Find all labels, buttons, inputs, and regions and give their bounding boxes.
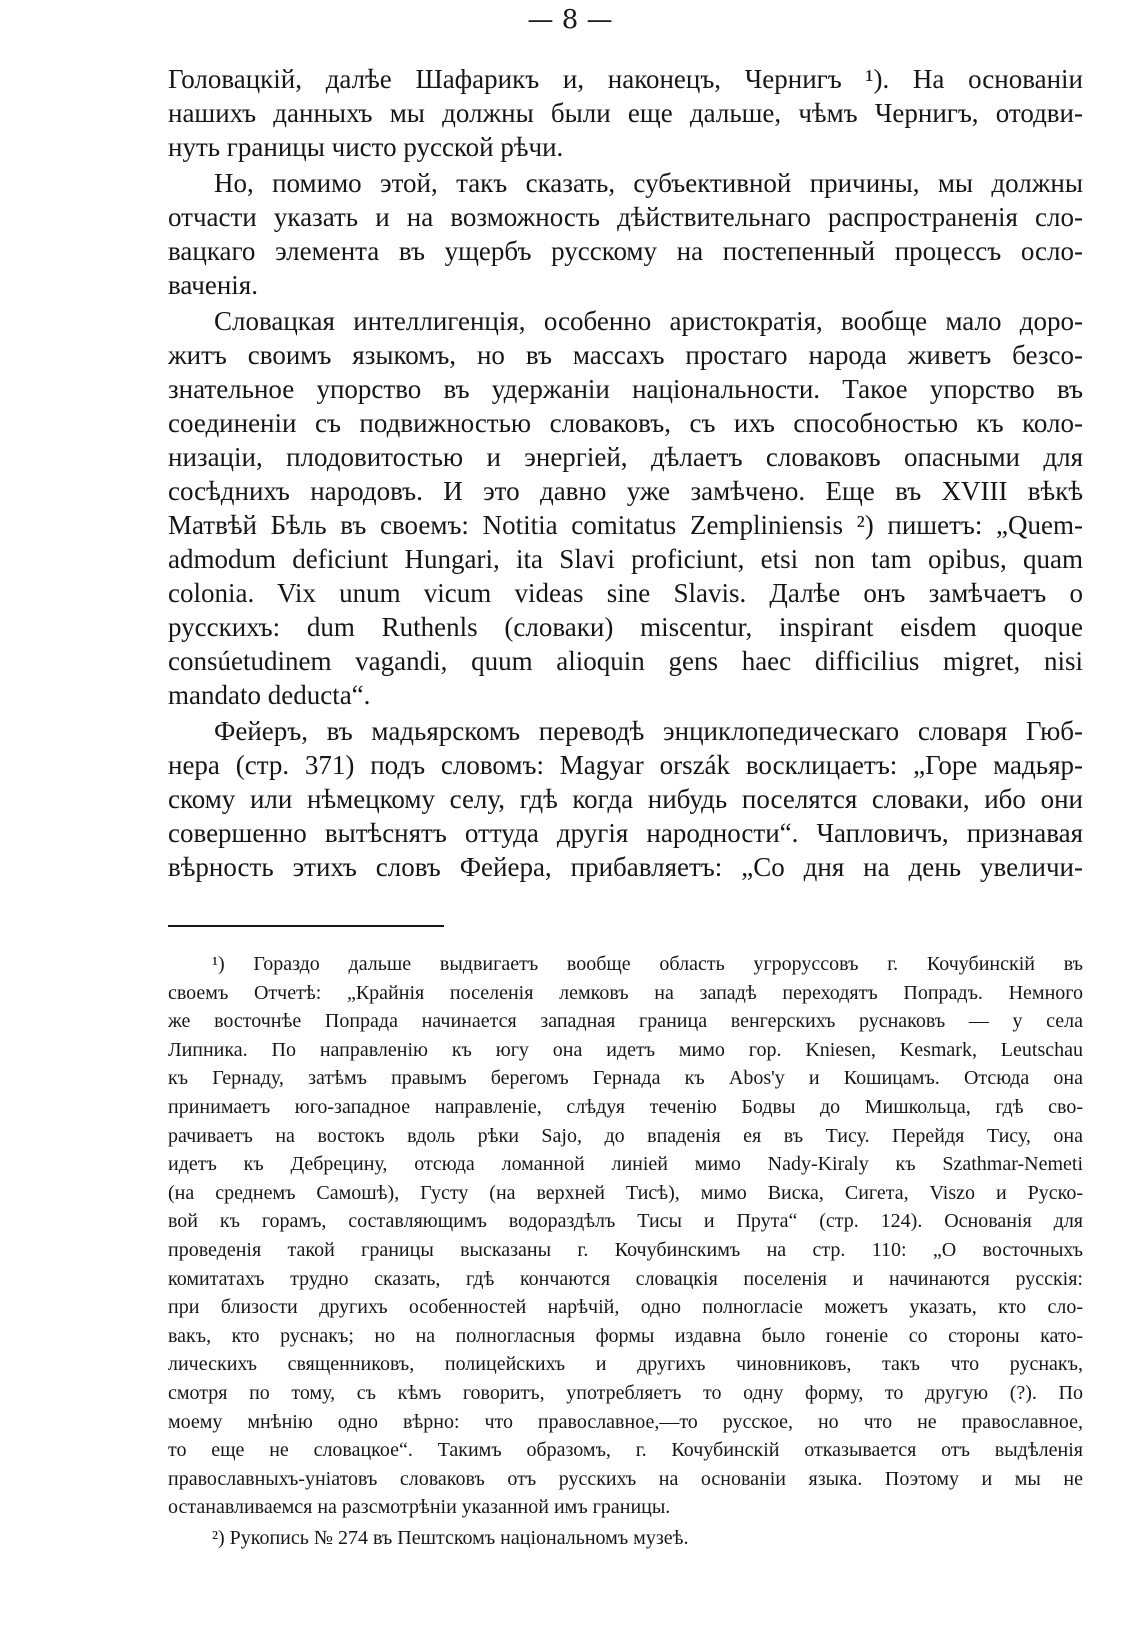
footnote-line: рачиваетъ на востокъ вдоль рѣки Sajo, до впаденія ея въ Тису. Перейдя Тису, она	[168, 1124, 1083, 1147]
footnote-line: проведенія такой границы высказаны г. Кочубинскимъ на стр. 110: „О восточныхъ	[168, 1238, 1083, 1261]
footnote-line: же восточнѣе Попрада начинается западная граница венгерскихъ руснаковъ — у села	[168, 1010, 1083, 1033]
text-line: вацкаго элемента въ ущербъ русскому на постепенный процессъ осло-	[168, 236, 1083, 266]
footnote-line: останавливаемся на разсмотрѣніи указанной имъ границы.	[168, 1496, 671, 1519]
text-line: совершенно вытѣснятъ оттуда другія народности“. Чапловичъ, признавая	[168, 818, 1083, 848]
text-line: нуть границы чисто русской рѣчи.	[168, 132, 564, 162]
footnote-line: къ Гернаду, затѣмъ правымъ берегомъ Гернада къ Abos'у и Кошицамъ. Отсюда она	[168, 1067, 1083, 1090]
footnote-line: ²) Рукопись № 274 въ Пештскомъ національномъ музеѣ.	[212, 1526, 689, 1549]
footnote-1	[168, 950, 1083, 1522]
paragraph	[168, 62, 1083, 164]
footnote-line: ¹) Гораздо дальше выдвигаетъ вообще область угрорусcовъ г. Кочубинскій въ	[212, 953, 1083, 975]
main-text	[168, 62, 1083, 886]
text-line: соединеніи съ подвижностью словаковъ, съ ихъ способностью къ коло-	[168, 408, 1083, 438]
footnote-line: при близости другихъ особенностей нарѣчій, одно полногласіе можетъ указать, кто сло-	[168, 1296, 1083, 1319]
text-line: Головацкій, далѣе Шафарикъ и, наконецъ, Чернигъ ¹). На основаніи	[168, 64, 1083, 94]
footnote-line: вой къ горамъ, составляющимъ водораздѣлъ Тисы и Прута“ (стр. 124). Основанія для	[168, 1210, 1083, 1233]
text-line: знательное упорство въ удержаніи національности. Такое упорство въ	[168, 374, 1083, 404]
text-line: нашихъ данныхъ мы должны были еще дальше, чѣмъ Чернигъ, отодви-	[168, 98, 1083, 128]
text-line: ваченія.	[168, 270, 258, 300]
footnote-line: принимаетъ юго-западное направленіе, слѣдуя теченію Бодвы до Мишкольца, гдѣ сво-	[168, 1095, 1083, 1118]
footnote-line: моему мнѣнію одно вѣрно: что православное,—то русское, но что не православное,	[168, 1410, 1083, 1433]
footnote-line: то еще не словацкое“. Такимъ образомъ, г. Кочубинскій отказывается отъ выдѣленія	[168, 1439, 1083, 1462]
footnote-separator	[168, 925, 444, 927]
footnote-line: православныхъ-уніатовъ словаковъ отъ русскихъ на основаніи языка. Поэтому и мы не	[168, 1467, 1083, 1490]
text-line: Но, помимо этой, такъ сказать, субъективной причины, мы должны	[214, 168, 1083, 198]
text-line: отчасти указать и на возможность дѣйствительнаго распространенія сло-	[168, 202, 1083, 232]
text-line: colonia. Vix unum vicum videas sine Slavis. Далѣе онъ замѣчаетъ о	[168, 578, 1083, 608]
text-line: сосѣднихъ народовъ. И это давно уже замѣчено. Еще въ XVIII вѣкѣ	[168, 476, 1083, 506]
footnote-line: комитатахъ трудно сказать, гдѣ кончаются словацкія поселенія и начинаются русскія:	[168, 1267, 1083, 1290]
footnote-line: вакъ, кто руснакъ; но на полногласныя формы издавна было гоненіе со стороны като-	[168, 1324, 1083, 1347]
text-line: Фейеръ, въ мадьярскомъ переводѣ энциклопедическаго словаря Гюб-	[214, 716, 1083, 746]
footnote-line: (на среднемъ Самошѣ), Густу (на верхней Тисѣ), мимо Виска, Сигета, Viszo и Руско-	[168, 1181, 1083, 1204]
footnote-line: смотря по тому, съ кѣмъ говоритъ, употребляетъ то одну форму, то другую (?). По	[168, 1381, 1083, 1404]
paragraph	[168, 304, 1083, 712]
text-line: житъ своимъ языкомъ, но въ массахъ простаго народа живетъ безсо-	[168, 340, 1083, 370]
text-line: русскихъ: dum Ruthenls (словаки) miscentur, inspirant eisdem quoque	[168, 612, 1083, 642]
footnote-line: своемъ Отчетѣ: „Крайнія поселенія лемковъ на западѣ переходятъ Попрадъ. Немного	[168, 981, 1083, 1004]
text-line: Словацкая интеллигенція, особенно аристократія, вообще мало доро-	[214, 306, 1083, 336]
page-number: — 8 —	[527, 5, 613, 35]
text-line: admodum deficiunt Hungari, ita Slavi proficiunt, etsi non tam opibus, quam	[168, 544, 1083, 574]
text-line: Матвѣй Бѣль въ своемъ: Notitia comitatus Zempliniensis ²) пишетъ: „Quem-	[168, 510, 1083, 540]
footnote-line: лическихъ священниковъ, полицейскихъ и другихъ чиновниковъ, такъ что руснакъ,	[168, 1353, 1083, 1376]
paragraph	[168, 166, 1083, 302]
text-line: низаціи, плодовитостью и энергіей, дѣлаетъ словаковъ опасными для	[168, 442, 1083, 472]
footnote-line: Липника. По направленію къ югу она идетъ мимо гор. Kniesen, Kesmark, Leutschau	[168, 1038, 1083, 1061]
text-line: mandato deducta“.	[168, 680, 371, 710]
text-line: скому или нѣмецкому селу, гдѣ когда нибудь поселятся словаки, ибо они	[168, 784, 1083, 814]
text-line: вѣрность этихъ словъ Фейера, прибавляетъ: „Со дня на день увеличи-	[168, 852, 1083, 882]
footnotes	[168, 950, 1083, 1552]
paragraph	[168, 714, 1083, 884]
text-line: нера (стр. 371) подъ словомъ: Magyar orszák восклицаетъ: „Горе мадьяр-	[168, 750, 1083, 780]
text-line: consúetudinem vagandi, quum alioquin gens haec difficilius migret, nisi	[168, 646, 1083, 676]
footnote-line: идетъ къ Дебрецину, отсюда ломанной линіей мимо Nady-Kiraly къ Szathmar-Nemeti	[168, 1153, 1083, 1176]
footnote-2	[168, 1524, 1083, 1553]
